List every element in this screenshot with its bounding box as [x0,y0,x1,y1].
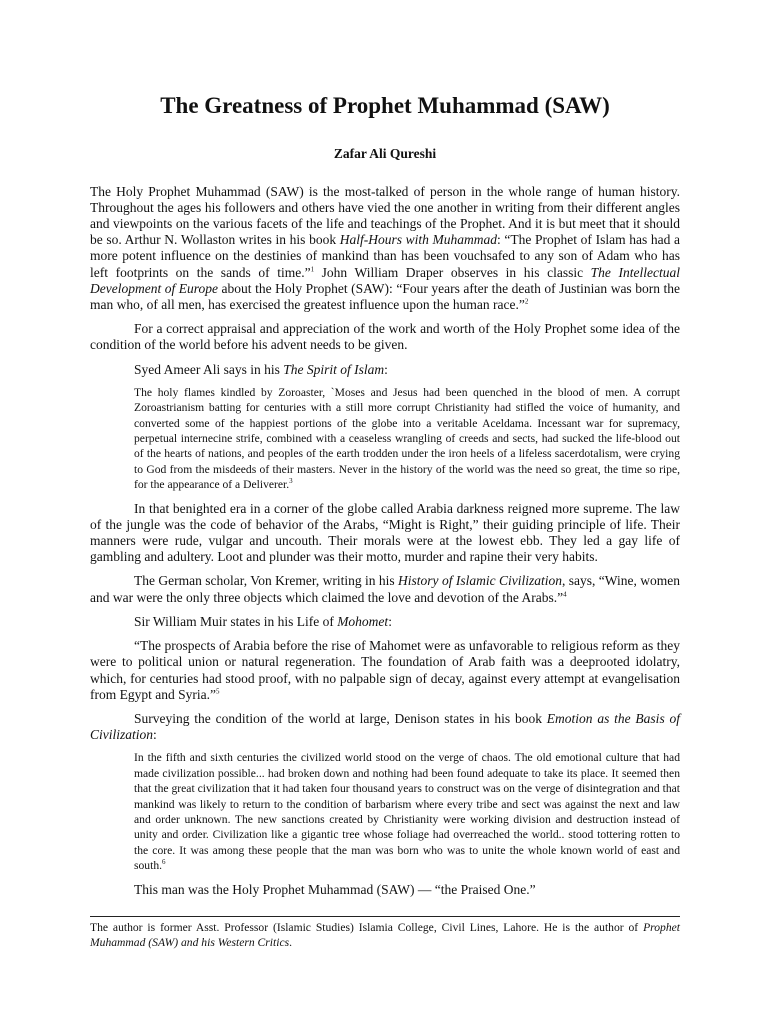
text-span: Syed Ameer Ali says in his [134,361,284,377]
book-title: History of Islamic Civilization [398,573,562,589]
text-span: : [153,727,157,743]
book-title: The Spirit of Islam [283,361,385,377]
paragraph-intro [90,184,680,314]
text-span: about the Holy Prophet (SAW): “Four years after the death of Justinian was born the man who, of all men, has exercised the greatest influence upon the human race.” [90,280,680,313]
paragraph-muir [90,614,680,630]
text-span: The German scholar, Von Kremer, writing in his [134,573,399,589]
text-span: The author is former Asst. Professor (Islamic Studies) Islamia College, Civil Lines, Lahore. He is the author of [90,921,644,934]
book-title: Mohomet [337,613,389,629]
paragraph-von-kremer [90,573,680,605]
document-page [90,92,680,898]
page-title: The Greatness of Prophet Muhammad (SAW) [160,93,610,118]
block-quote-ameer-ali [134,385,680,493]
footnote-divider [90,916,680,917]
footnote-marker: 5 [215,687,220,696]
footnote-marker: 4 [563,590,567,599]
text-span: Surveying the condition of the world at large, Denison states in his book [134,710,547,726]
author-footnote [90,920,680,950]
paragraph-appraisal: For a correct appraisal and appreciation of the work and worth of the Holy Prophet some idea of the condition of the world before his advent needs to be given. [90,321,680,353]
footnote-marker: 2 [524,297,529,306]
book-title: The Intellectual Development of Europe [90,264,680,296]
text-span: : [384,361,388,377]
quote-text: The holy flames kindled by Zoroaster, `Moses and Jesus had been quenched in the blood of men. A corrupt Zoroastrianism batting for centuries with a still more corrupt Christianity had stifled the voice of humanity, and converted some of the happiest portions of the globe into a veritable Aceldama. Incessant war for supremacy, perpetual internecine strife, combined with a ceaseless wrangling of creeds and sects, had sucked the life-blood out of the hearts of nations, and peoples of the earth trodden under the iron heels of a lifeless sacerdotalism, were crying to God from the misdeeds of their masters. Never in the history of the world was the need so great, the time so ripe, for the appearance of a Deliverer. [134,385,680,492]
footnote-marker: 6 [162,858,166,867]
quote-text: “The prospects of Arabia before the rise of Mahomet were as unfavorable to religious reform as they were to political union or natural regeneration. The foundation of Arab faith was a deeprooted idolatry, which, for centuries had stood proof, with no palpable sign of decay, against every attempt at evangelisation from Egypt and Syria.” [90,638,680,702]
text-span: John William Draper observes in his classic [314,264,591,280]
paragraph-ameer-ali [90,362,680,378]
text-span: , says, “Wine, women and war were the only three objects which claimed the love and devotion of the Arabs.” [90,573,680,605]
book-title: Half-Hours with Muhammad [339,232,498,248]
paragraph-arabia: In that benighted era in a corner of the globe called Arabia darkness reigned more supreme. The law of the jungle was the code of behavior of the Arabs, “Might is Right,” their guiding principle of life. Their manners were rude, vulgar and uncouth. Their morals were at the lowest ebb. They led a gay life of gambling and adultery. Loot and plunder was their motto, murder and rapine their very habits. [90,500,680,565]
text-span: . [289,936,293,949]
text-span: Sir William Muir states in his Life of [134,613,338,629]
paragraph-closing: This man was the Holy Prophet Muhammad (SAW) — “the Praised One.” [134,881,536,897]
paragraph-muir-quote [90,638,680,703]
text-span: : [388,613,392,629]
book-title: Emotion as the Basis of Civilization [90,710,680,743]
quote-text: In the fifth and sixth centuries the civilized world stood on the verge of chaos. The old emotional culture that had made civilization possible... had broken down and nothing had been found adequate to take its place. It seemed then that the great civilization that it had taken four thousand years to construct was on the verge of disintegration and that mankind was likely to return to the condition of barbarism where every tribe and sect was against the next and law and order unknown. The new sanctions created by Christianity were working division and destruction instead of unity and order. Civilization like a gigantic tree whose foliage had overreached the world.. stood tottering rotten to the core. It was among these people that the man was born who was to unite the whole known world of east and south. [134,751,680,873]
block-quote-denison [134,750,680,873]
author-name: Zafar Ali Qureshi [333,145,437,161]
text-span: The Holy Prophet Muhammad (SAW) is the most-talked of person in the whole range of human history. Throughout the ages his followers and others have vied the one another in writing from their different angles and viewpoints on the various facets of the life and teachings of the Prophet. And it is but meet that it should be so. Arthur N. Wollaston writes in his book [90,183,680,248]
footnote-marker: 1 [310,265,315,274]
text-span: : “The Prophet of Islam has had a more potent influence on the destinies of mankind than has been vouchsafed to any son of Adam who has left footprints on the sands of time.” [90,232,680,280]
paragraph-denison [90,711,680,743]
footnote-marker: 3 [289,477,293,486]
book-title: Prophet Muhammad (SAW) and his Western Critics [90,921,680,949]
